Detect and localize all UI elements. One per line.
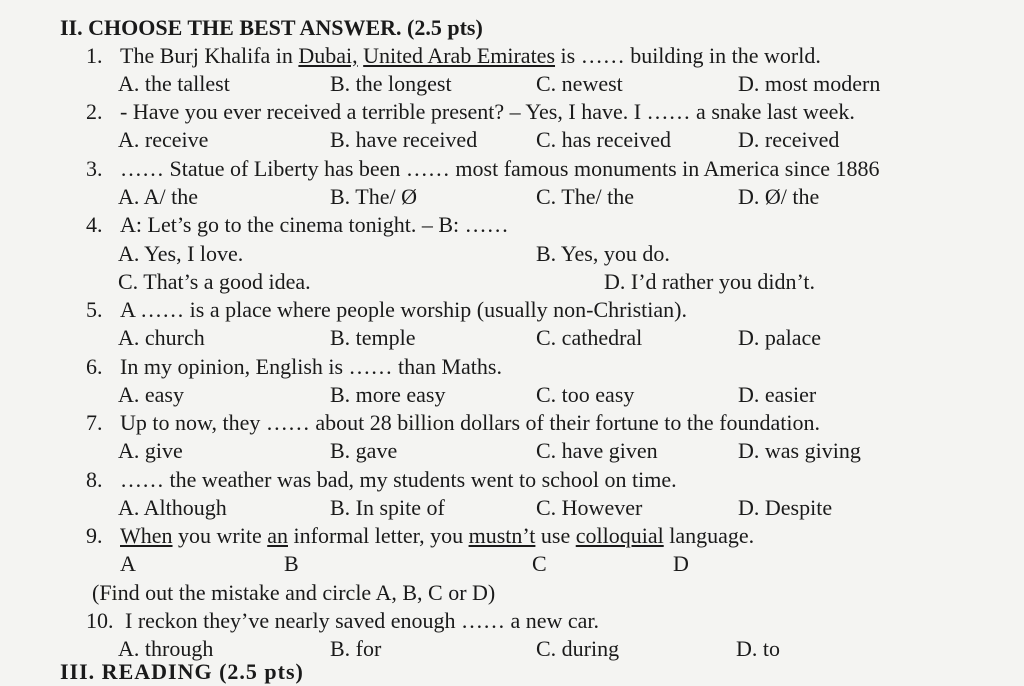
question-text: Up to now, they …… about 28 billion dollars of their fortune to the foundation. bbox=[120, 410, 821, 435]
question-3 bbox=[86, 155, 879, 183]
question-number: 6. bbox=[86, 354, 103, 379]
question-6 bbox=[86, 353, 502, 381]
option-b[interactable]: B. In spite of bbox=[330, 495, 445, 520]
question-4 bbox=[86, 211, 509, 239]
option-c[interactable]: C. The/ the bbox=[536, 184, 634, 209]
option-c[interactable]: C. newest bbox=[536, 71, 623, 96]
option-c[interactable]: C. That’s a good idea. bbox=[118, 269, 311, 294]
question-number: 2. bbox=[86, 99, 103, 124]
question-5 bbox=[86, 296, 687, 324]
question-text-part: you write bbox=[172, 523, 268, 548]
option-d[interactable]: D. Despite bbox=[738, 495, 833, 520]
option-a[interactable]: A. Yes, I love. bbox=[118, 241, 244, 266]
question-text-part: language. bbox=[663, 523, 755, 548]
question-text: …… the weather was bad, my students went to school on time. bbox=[120, 467, 677, 492]
question-text: I reckon they’ve nearly saved enough …… a new car. bbox=[125, 608, 600, 633]
question-text: - Have you ever received a terrible present? – Yes, I have. I …… a snake last week. bbox=[120, 99, 855, 124]
option-b[interactable]: B. Yes, you do. bbox=[536, 241, 670, 266]
underlined-word-c: mustn’t bbox=[468, 523, 536, 548]
question-7 bbox=[86, 409, 820, 437]
question-2 bbox=[86, 98, 855, 126]
underlined-word: United Arab Emirates bbox=[363, 43, 556, 68]
option-a[interactable]: A. receive bbox=[118, 127, 209, 152]
question-text-part: informal letter, you bbox=[288, 523, 469, 548]
marker-a[interactable]: A bbox=[120, 551, 136, 576]
option-d[interactable]: D. easier bbox=[738, 382, 817, 407]
question-number: 8. bbox=[86, 467, 103, 492]
question-8 bbox=[86, 466, 677, 494]
question-text: A …… is a place where people worship (usually non-Christian). bbox=[120, 297, 687, 322]
option-c[interactable]: C. However bbox=[536, 495, 643, 520]
question-1 bbox=[86, 42, 821, 70]
option-d[interactable]: D. palace bbox=[738, 325, 822, 350]
option-a[interactable]: A. A/ the bbox=[118, 184, 199, 209]
marker-d[interactable]: D bbox=[673, 551, 689, 576]
option-a[interactable]: A. give bbox=[118, 438, 183, 463]
option-b[interactable]: B. The/ Ø bbox=[330, 184, 417, 209]
option-a[interactable]: A. church bbox=[118, 325, 205, 350]
option-c[interactable]: C. during bbox=[536, 636, 620, 661]
question-number: 10. bbox=[86, 608, 114, 633]
question-number: 3. bbox=[86, 156, 103, 181]
underlined-word-d: colloquial bbox=[575, 523, 664, 548]
option-c[interactable]: C. cathedral bbox=[536, 325, 643, 350]
option-c[interactable]: C. too easy bbox=[536, 382, 635, 407]
question-number: 5. bbox=[86, 297, 103, 322]
option-c[interactable]: C. have given bbox=[536, 438, 658, 463]
option-d[interactable]: D. most modern bbox=[738, 71, 881, 96]
underlined-word-b: an bbox=[267, 523, 288, 548]
question-number: 7. bbox=[86, 410, 103, 435]
option-d[interactable]: D. to bbox=[736, 636, 780, 661]
marker-c[interactable]: C bbox=[532, 551, 547, 576]
question-text-part: is …… building in the world. bbox=[555, 43, 821, 68]
question-text: …… Statue of Liberty has been …… most famous monuments in America since 1886 bbox=[120, 156, 880, 181]
question-text-part: The Burj Khalifa in bbox=[120, 43, 299, 68]
option-b[interactable]: B. the longest bbox=[330, 71, 452, 96]
option-d[interactable]: D. Ø/ the bbox=[738, 184, 820, 209]
option-d[interactable]: D. received bbox=[738, 127, 840, 152]
option-d[interactable]: D. was giving bbox=[738, 438, 861, 463]
option-b[interactable]: B. gave bbox=[330, 438, 398, 463]
next-section-heading: III. READING (2.5 pts) bbox=[60, 659, 304, 684]
option-a[interactable]: A. easy bbox=[118, 382, 184, 407]
option-a[interactable]: A. Although bbox=[118, 495, 227, 520]
option-b[interactable]: B. have received bbox=[330, 127, 478, 152]
underlined-word: Dubai, bbox=[298, 43, 358, 68]
section-title: II. CHOOSE THE BEST ANSWER. (2.5 pts) bbox=[60, 15, 483, 40]
question-text: A: Let’s go to the cinema tonight. – B: …… bbox=[120, 212, 509, 237]
option-a[interactable]: A. the tallest bbox=[118, 71, 230, 96]
option-c[interactable]: C. has received bbox=[536, 127, 671, 152]
question-10 bbox=[86, 607, 599, 635]
question-number: 1. bbox=[86, 43, 103, 68]
underlined-word-a: When bbox=[120, 523, 173, 548]
option-b[interactable]: B. for bbox=[330, 636, 382, 661]
question-number: 9. bbox=[86, 523, 103, 548]
option-a[interactable]: A. through bbox=[118, 636, 214, 661]
instruction-text: (Find out the mistake and circle A, B, C or D) bbox=[92, 580, 496, 605]
option-b[interactable]: B. temple bbox=[330, 325, 416, 350]
option-b[interactable]: B. more easy bbox=[330, 382, 446, 407]
option-d[interactable]: D. I’d rather you didn’t. bbox=[604, 269, 815, 294]
marker-b[interactable]: B bbox=[284, 551, 299, 576]
question-9 bbox=[86, 522, 754, 550]
question-text-part: use bbox=[535, 523, 576, 548]
question-text: In my opinion, English is …… than Maths. bbox=[120, 354, 502, 379]
question-number: 4. bbox=[86, 212, 103, 237]
